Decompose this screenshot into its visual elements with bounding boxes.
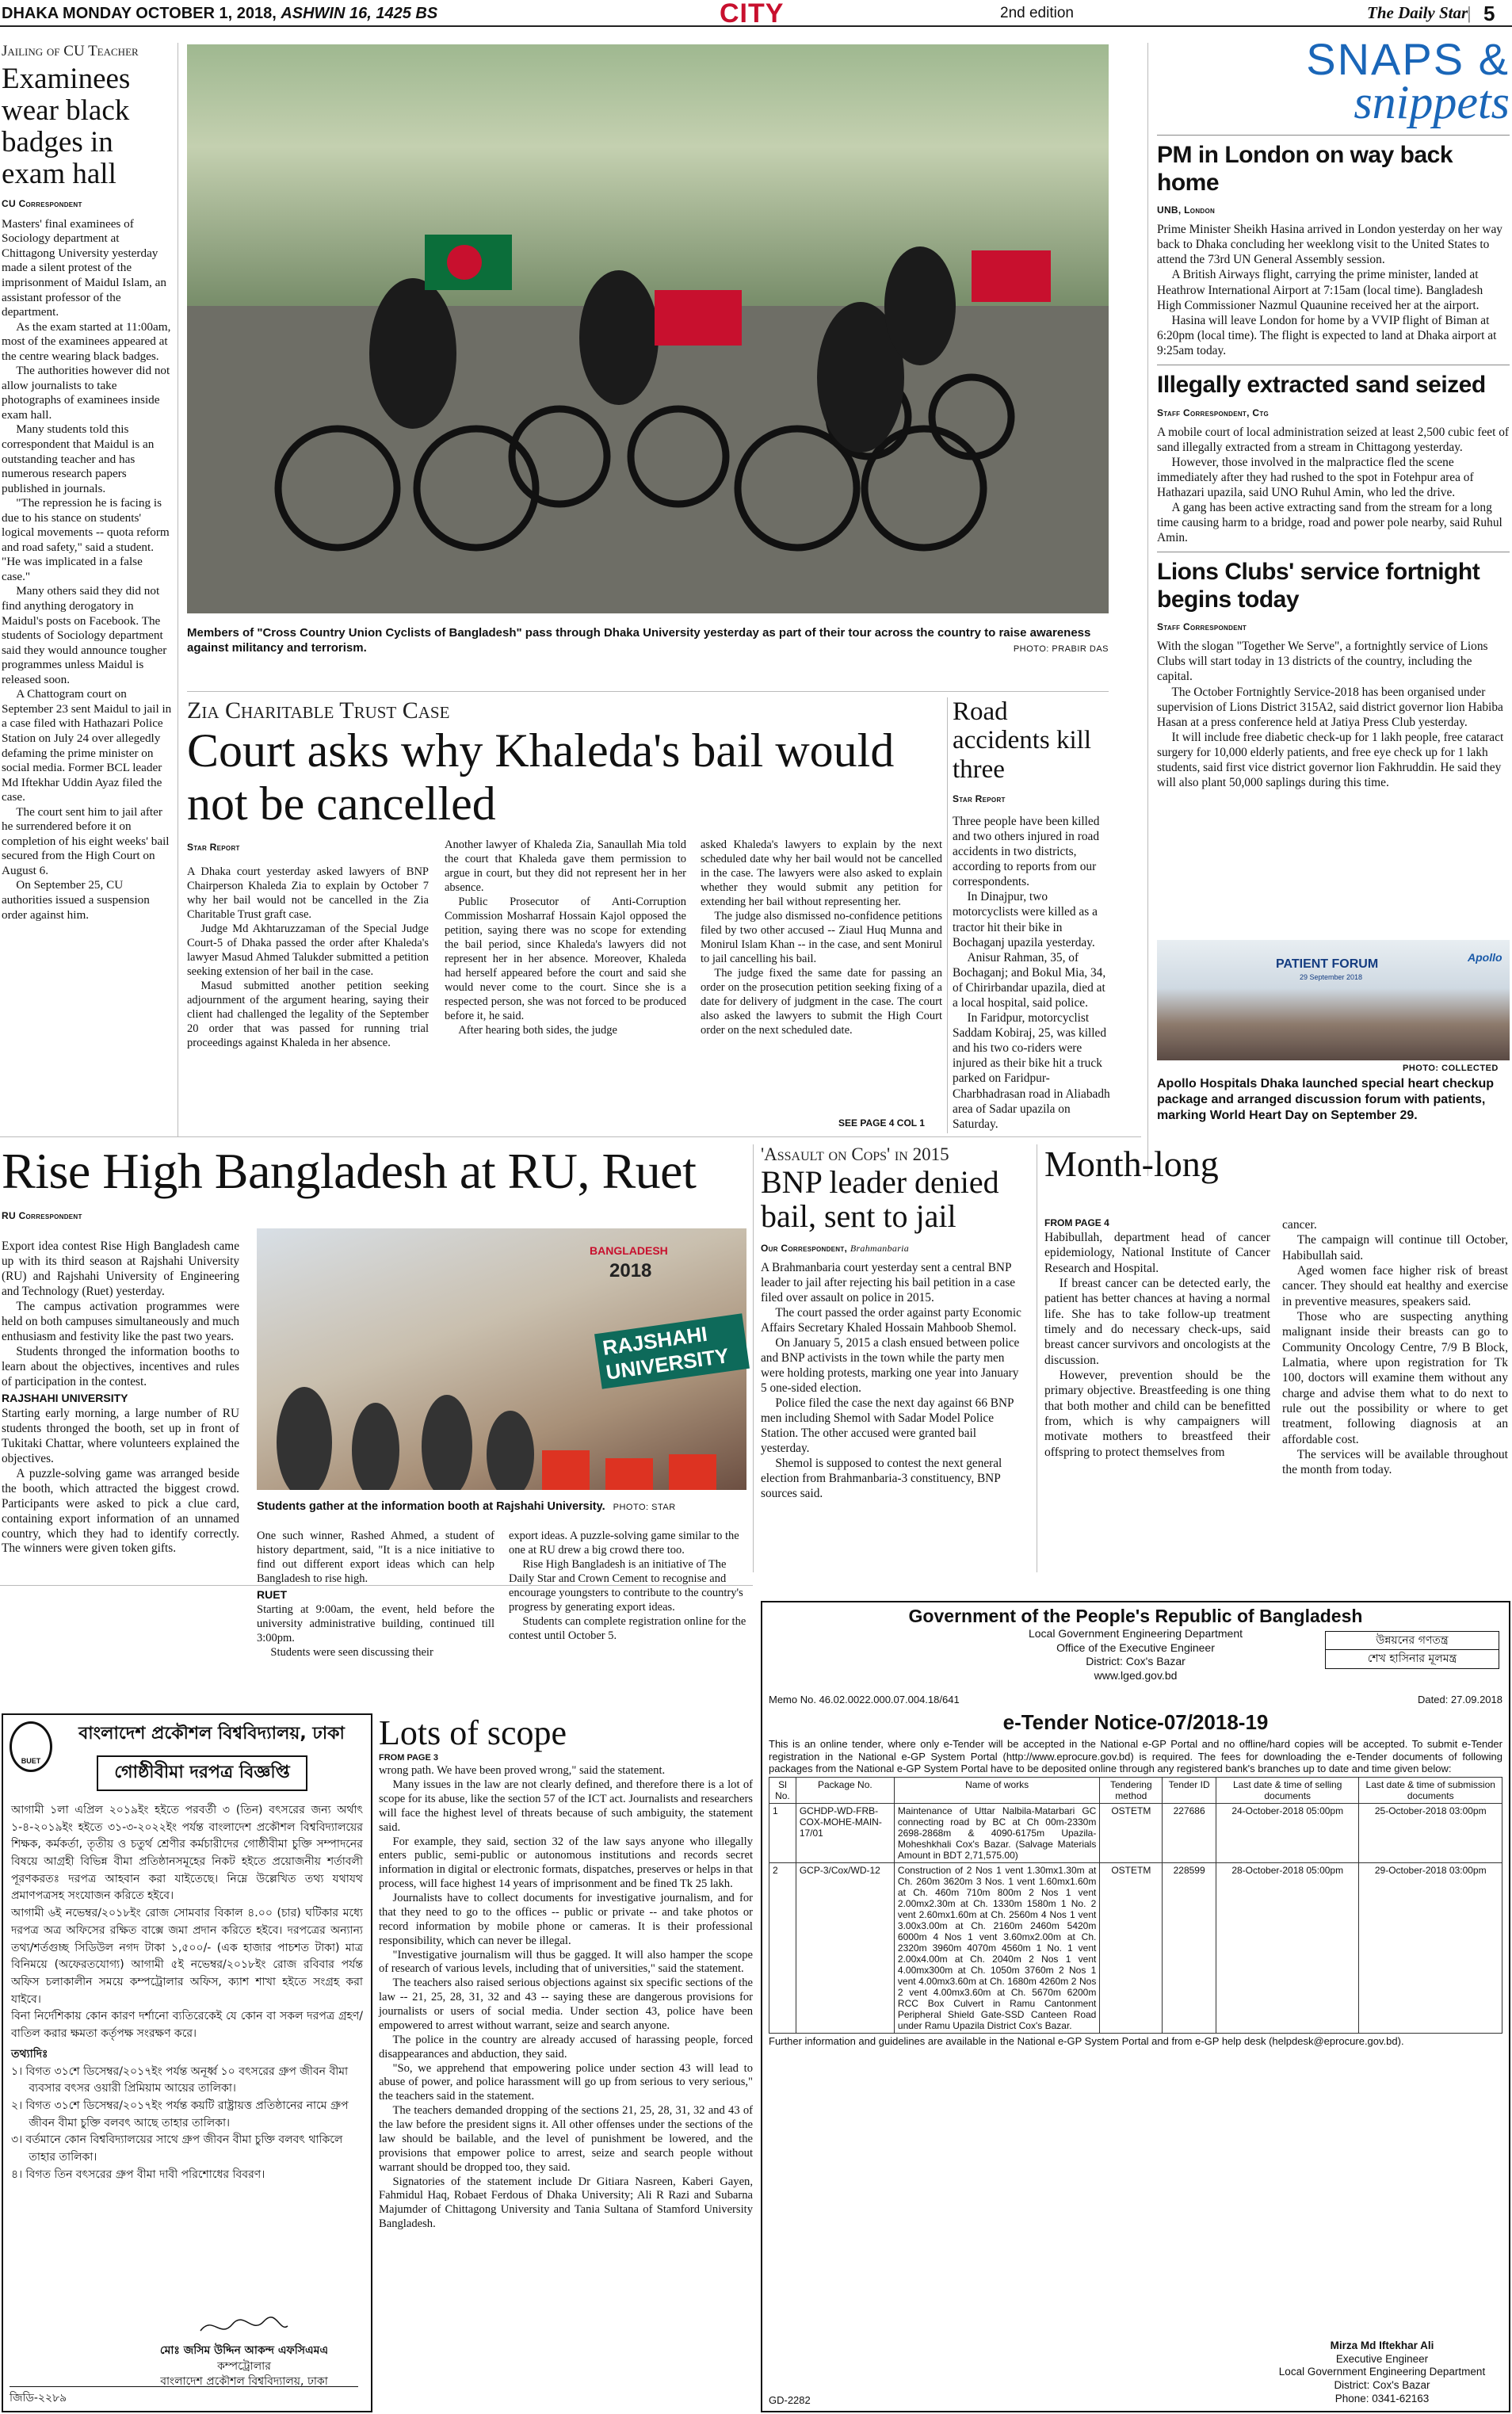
apollo-credit: PHOTO: COLLECTED [1403, 1064, 1499, 1073]
bnp-kicker: 'Assault on Cops' in 2015 [761, 1144, 949, 1164]
table-cell: 2 [769, 1862, 796, 2033]
tender-signature: Mirza Md Iftekhar Ali Executive Engineer Local Government Engineering Department District: Cox's Bazar Phone: 0341-62163 [1278, 2339, 1486, 2405]
table-cell: 29-October-2018 03:00pm [1359, 1862, 1502, 2033]
tender-dept: Local Government Engineering Department [1028, 1627, 1243, 1640]
rajshahi-credit: PHOTO: STAR [613, 1503, 676, 1512]
paragraph: The judge also dismissed no-confidence petitions filed by two other accused -- Ziaul Huq Munna and Monirul Islam Khan -- in the case, and sent Monirul to jail cancelling his bail. [701, 909, 942, 965]
bnp-article [761, 1144, 1026, 1502]
paragraph: Many others said they did not find anything derogatory in Maidul's posts on Facebook. The students of Sociology department said they would announce tougher programmes unless Maidul is released soon. [2, 584, 167, 686]
paragraph: Rise High Bangladesh is an initiative of The Daily Star and Crown Cement to recognise and encourage youngsters to contribute to the country's progress by generating export ideas. [509, 1557, 743, 1614]
paragraph: With the slogan "Together We Serve", a fortnightly service of Lions Clubs will start today in 13 districts of the country, including the capital. [1157, 640, 1488, 684]
apollo-photo [1157, 940, 1510, 1060]
masthead-date: DHAKA MONDAY OCTOBER 1, 2018, [2, 5, 277, 22]
table-cell: 228599 [1163, 1862, 1216, 2033]
table-cell: 227686 [1163, 1803, 1216, 1862]
buet-notice [2, 1713, 372, 2412]
monthlong-article [1044, 1144, 1512, 1477]
paragraph: A mobile court of local administration seized at least 2,500 cubic feet of sand illegally extracted from a stream in Chittagong yesterday. [1157, 425, 1510, 454]
paragraph: Students can complete registration online for the contest until October 5. [509, 1614, 746, 1642]
edition-label: 2nd edition [1000, 5, 1074, 21]
tender-footer: Further information and guidelines are available in the National e-GP System Portal and from e-GP help desk (helpdesk@eprocure.gov.bd). [769, 2034, 1404, 2047]
paragraph: The court passed the order against party Economic Affairs Secretary Khaled Hossain Mahboob Shemol. [761, 1306, 1021, 1335]
table-cell: Maintenance of Uttar Nalbila-Matarbari GC connecting road by BC at Ch 00m-2330m 2698-2868m & 4090-6175m Upazila-Moheshkhali Cox's Bazar. (Salvage Materials Amount in BDT 2,71,575.00) [894, 1803, 1099, 1862]
buet-body [11, 1802, 363, 2043]
paragraph: Police filed the case the next day against 66 BNP men including Shemol with Sadar Model Police Station. The other accused were granted bail yesterday. [761, 1396, 1014, 1455]
paragraph: "Investigative journalism will thus be gagged. It will also hamper the scope of research of various levels, including that of universities," said the statement. [379, 1948, 753, 1976]
buet-signature: মোঃ জসিম উদ্দিন আকন্দ এফসিএমএ কম্পট্রোলার বাংলাদেশ প্রকৌশল বিশ্ববিদ্যালয়, ঢাকা [125, 2315, 363, 2390]
road-body [953, 814, 1111, 1132]
buet-list-title: তথ্যাদিঃ [11, 2047, 48, 2061]
tender-district: District: Cox's Bazar [1086, 1655, 1186, 1667]
paragraph: আগামী ৬ই নভেম্বর/২০১৮ইং রোজ সোমবার বিকাল ৪.০০ (চার) ঘটিকার মধ্যে দরপত্র অত্র অফিসের রক্ষিত বাক্সে জমা প্রদান করিতে হইবে। দরপত্রের অন্যান্য তথ্য/শর্তগুচ্ছ সিডিউল নগদ টাকা ১,৫০০/- (এক হাজার পাচশত টাকা) মাত্র বিনিময়ে (অফেরতযোগ্য) আগামী ৫ই নভেম্বর/২০১৮ইং রোজ রবিবার পর্যন্ত অফিস চলাকালীন সময়ে কম্পট্রোলার অফিস, ক্যাশ শাখা হইতে সংগ্রহ করা যাইবে। [11, 1907, 363, 2006]
khaleda-jump: SEE PAGE 4 COL 1 [838, 1117, 925, 1129]
paragraph: export ideas. A puzzle-solving game similar to the one at RU drew a big crowd there too. [509, 1530, 739, 1556]
table-header: Tender ID [1163, 1777, 1216, 1803]
tender-notice [761, 1601, 1510, 2412]
tender-gov: Government of the People's Republic of Bangladesh [908, 1606, 1363, 1626]
monthlong-col2 [1282, 1217, 1508, 1478]
table-cell: OSTETM [1100, 1862, 1163, 2033]
paragraph: A gang has been active extracting sand from the stream for a long time causing harm to a bridge, road and power pole nearby, said Ruhul Amin. [1157, 501, 1502, 545]
paragraph: Public Prosecutor of Anti-Corruption Commission Mosharraf Hossain Kajol opposed the petition, saying there was no scope for extending the bail period, since Khaleda's lawyers did not represent her in her absence. Moreover, Khaleda had herself appeared before the court and said she would never come to the court. Since she is a respected person, she was not forced to be produced before it, he said. [445, 895, 686, 1022]
masthead-date-bn: ASHWIN 16, 1425 BS [281, 5, 438, 22]
jailing-headline: Examinees wear black badges in exam hall [2, 63, 131, 190]
bnp-byline: Our Correspondent, Brahmanbaria [761, 1243, 910, 1255]
pm-body [1157, 222, 1510, 358]
paragraph: The campus activation programmes were held on both campuses simultaneously and much enthusiasm and festivity like the past two years. [2, 1299, 239, 1343]
scope-body [379, 1764, 753, 2232]
paragraph: Many students told this correspondent that Maidul is an outstanding teacher and has numerous research papers published in journals. [2, 422, 155, 495]
paragraph: asked Khaleda's lawyers to explain by the next scheduled date why her bail would not be cancelled in the case. The lawyers were also asked to explain whether they would submit any petition for extending her bail without representing her. [701, 838, 942, 908]
khaleda-headline: Court asks why Khaleda's bail would not be cancelled [187, 724, 895, 831]
snaps-title: SNAPS & snippets [1306, 34, 1510, 129]
paragraph: "The repression he is facing is due to his stance on students' logical movements -- quota reform and road safety," said a student. "He was implicated in a false case." [2, 496, 170, 583]
paragraph: Those who are suspecting anything malignant inside their breasts can go to Community Oncology Centre, 7/9 B Block, Lalmatia, where upon registration for Tk 100, doctors will examine them without any charge and advise them what to do next to rule out the possibility or where to get treatment, following diagnosis at an affordable cost. [1282, 1309, 1508, 1446]
paragraph: The teachers demanded dropping of the sections 21, 25, 28, 31, 32 and 43 of the law before the president signs it. All other offenses under the sections of the law should be bailable, and the level of punishment be lowered, and the provisions that empower police to arrest, seize and search people without warrant should be dropped too, they said. [379, 2104, 753, 2174]
paragraph: A British Airways flight, carrying the prime minister, landed at Heathrow International Airport at 7:15am (local time). Bangladesh High Commissioner Nazmul Quaunine received her at the airport. [1157, 268, 1483, 312]
paragraph: wrong path. We have been proved wrong," said the statement. [379, 1764, 666, 1778]
risehigh-sub2: RUET [257, 1587, 288, 1601]
rajshahi-caption: Students gather at the information booth at Rajshahi University. PHOTO: STAR [257, 1500, 676, 1513]
paragraph: On September 25, CU authorities issued a suspension order against him. [2, 878, 150, 922]
paragraph: For example, they said, section 32 of the law says anyone who illegally enters public, semi-public or autonomous institutions and records secret information in digital or electronic formats, dispatches, preserves or helps in that process, will face highest 14 years of imprisonment and be fined Tk 25 lakh. [379, 1835, 753, 1891]
buet-list [11, 2064, 363, 2184]
table-cell: 25-October-2018 03:00pm [1359, 1803, 1502, 1862]
khaleda-kicker: Zia Charitable Trust Case [187, 697, 450, 724]
banner-year: 2018 [609, 1260, 652, 1281]
jailing-kicker: Jailing of CU Teacher [2, 43, 139, 59]
list-item: ৩। বর্তমানে কোন বিশ্ববিদ্যালয়ের সাথে গ্রুপ জীবন বীমা চুক্তি বলবৎ থাকিলে তাহার তালিকা। [11, 2133, 343, 2164]
sand-body [1157, 425, 1510, 546]
tender-title: e-Tender Notice-07/2018-19 [1002, 1710, 1269, 1734]
risehigh-col2 [257, 1530, 494, 1660]
table-cell: Construction of 2 Nos 1 vent 1.30mx1.30m at Ch. 260m 3620m 3 Nos. 1 vent 1.60mx1.60m at Ch. 460m 710m 800m 2 Nos 1 vent 2.00mx2.30m at Ch. 1330m 1580m 1 No. 2 vent 2.60mx1.60m at Ch. 2560m 4 Nos 1 vent 3.00x3.00m at Ch. 2160m 2460m 5420m 6000m 4 Nos 1 vent 3.60mx2.00m at Ch. 2320m 3960m 4070m 4560m 1 No. 1 vent 2.00x4.00m at Ch. 2040m 2 Nos 1 vent 4.00mx300m at Ch. 1050m 3760m 2 Nos 1 vent 4.00mx3.60m at Ch. 1680m 4260m 2 Nos 2 vent 4.00mx3.60m at Ch. 5670m 6200m RCC Box Culvert in Ramu Cantonment Peripheral Shield Gate-SSD Canteen Road under Ramu Upazila District Cox's Bazar. [894, 1862, 1099, 2033]
table-cell: 24-October-2018 05:00pm [1216, 1803, 1358, 1862]
signature-scribble [197, 2315, 292, 2339]
paragraph: Masters' final examinees of Sociology department at Chittagong University yesterday made a silent protest of the imprisonment of Maidul Islam, an assistant professor of the department. [2, 216, 166, 319]
road-headline: Road accidents kill three [953, 697, 1092, 784]
paragraph: Aged women face higher risk of breast cancer. They should eat healthy and exercise in preventive measures, speakers said. [1282, 1263, 1508, 1308]
snaps-section [1157, 34, 1510, 790]
sand-byline: Staff Correspondent, Ctg [1157, 407, 1270, 418]
jailing-body [2, 217, 173, 922]
paragraph: A Brahmanbaria court yesterday sent a central BNP leader to jail after rejecting his bail petition in a case filed over assault on police in 2015. [761, 1261, 1016, 1305]
cyclists-photo [187, 44, 1109, 613]
scope-from: FROM PAGE 3 [379, 1753, 438, 1763]
scope-article [379, 1715, 753, 2232]
lions-byline: Staff Correspondent [1157, 621, 1247, 633]
rajshahi-banner: RAJSHAHI UNIVERSITY [594, 1313, 750, 1388]
paragraph: One such winner, Rashed Ahmed, a student of history department, said, "It is a nice initiative to find out different export ideas which can help Bangladesh to rise high. [257, 1530, 494, 1585]
paragraph: A puzzle-solving game was arranged beside the booth, which attracted the biggest crowd. Participants were asked to pick a clue card, containing export information of an unnamed country, which they had to identify correctly. The winners were given token gifts. [2, 1466, 239, 1556]
jailing-article [2, 43, 173, 922]
buet-code: জিডি-২২৮৯ [10, 2386, 358, 2408]
risehigh-headline: Rise High Bangladesh at RU, Ruet [2, 1143, 697, 1199]
monthlong-col1 [1044, 1230, 1270, 1460]
table-header: Tendering method [1100, 1777, 1163, 1803]
bnp-headline: BNP leader denied bail, sent to jail [761, 1164, 999, 1235]
paragraph: বিনা নির্দেশিকায় কোন কারণ দর্শানো ব্যতিরেকেই যে কোন বা সকল দরপত্র গ্রহণ/বাতিল করার ক্ষমতা কর্তৃপক্ষ সংরক্ষণ করে। [11, 2010, 363, 2040]
list-item: ১। বিগত ৩১শে ডিসেম্বর/২০১৭ইং পর্যন্ত অনূর্ধ্ব ১০ বৎসরের গ্রুপ জীবন বীমা ব্যবসার বৎসর ওয়ারী প্রিমিয়াম আয়ের তালিকা। [11, 2065, 349, 2095]
risehigh-col3 [509, 1530, 746, 1644]
paragraph: The police in the country are already accused of harassing people, forced disappearances and abduction, they said. [379, 2033, 753, 2061]
table-cell: GCHDP-WD-FRB-COX-MOHE-MAIN-17/01 [796, 1803, 894, 1862]
lions-body [1157, 639, 1510, 790]
buet-logo: BUET [10, 1721, 52, 1772]
table-cell: 28-October-2018 05:00pm [1216, 1862, 1358, 2033]
tender-web: www.lged.gov.bd [1094, 1668, 1178, 1682]
tender-office: Office of the Executive Engineer [1056, 1641, 1215, 1654]
paragraph: A Dhaka court yesterday asked lawyers of BNP Chairperson Khaleda Zia to explain by October 7 why her bail would not be cancelled in the Zia Charitable Trust graft case. [187, 865, 429, 921]
table-header: Sl No. [769, 1777, 796, 1803]
table-header: Package No. [796, 1777, 894, 1803]
risehigh-byline: RU Correspondent [2, 1210, 82, 1222]
paragraph: It will include free diabetic check-up for 1 lakh people, free cataract surgery for 10,000 elderly patients, and free eye check up for 1 lakh students, said first vice district governor lion Fakhruddin. He said they will also plant 50,000 saplings during this time. [1157, 730, 1504, 790]
khaleda-col3 [701, 838, 942, 1038]
risehigh-col1 [2, 1239, 239, 1556]
paragraph: In Faridpur, motorcyclist Saddam Kobiraj, 25, was killed and his two co-riders were injured as their bike hit a truck parked on Faridpur-Charbhadrasan road in Aliabadh area of Sadar upazila on Saturday. [953, 1011, 1110, 1131]
paragraph: In Dinajpur, two motorcyclists were killed as a tractor hit their bike in Bochaganj upazila yesterday. [953, 890, 1098, 949]
paragraph: Students were seen discussing their [270, 1646, 433, 1660]
road-byline: Star Report [953, 793, 1006, 804]
section-title: CITY [720, 0, 785, 29]
paragraph: Anisur Rahman, 35, of Bochaganj; and Bokul Mia, 34, of Chirirbandar upazila, died at a local hospital, said police. [953, 950, 1106, 1010]
paragraph: Judge Md Akhtaruzzaman of the Special Judge Court-5 of Dhaka passed the order after Khaleda's lawyer Masud Ahmed Talukder submitted a petition seeking extension of her bail in the case. [187, 922, 429, 978]
tender-table [769, 1777, 1502, 2034]
paragraph: Masud submitted another petition seeking adjournment of the argument hearing, saying their client had challenged the legality of the September 20 order that was passed for running trial proceedings against Khaleda in her absence. [187, 979, 429, 1049]
bnp-body [761, 1261, 1026, 1501]
paragraph: Starting early morning, a large number of RU students thronged the booth, set up in front of Tukitaki Chattar, where volunteers explained the objectives. [2, 1406, 239, 1465]
table-cell: 1 [769, 1803, 796, 1862]
khaleda-col1 [187, 865, 429, 1051]
paragraph: cancer. [1282, 1218, 1317, 1232]
paragraph: The October Fortnightly Service-2018 has been organised under supervision of Lions District 315A2, said district governor lion Habiba Hasan at a press conference held at Jatiya Press Club yesterday. [1157, 685, 1503, 729]
table-row [769, 1862, 1502, 2033]
tender-stamp: উন্নয়নের গণতন্ত্র শেখ হাসিনার মূলমন্ত্র [1325, 1631, 1499, 1669]
apollo-banner: PATIENT FORUM [1276, 957, 1379, 971]
pm-headline: PM in London on way back home [1157, 142, 1453, 196]
monthlong-headline: Month-long [1044, 1144, 1219, 1184]
risehigh-sub1: RAJSHAHI UNIVERSITY [2, 1391, 128, 1404]
apollo-caption: Apollo Hospitals Dhaka launched special heart checkup package and arranged discussion forum with patients, marking World Heart Day on September 29. [1157, 1077, 1495, 1122]
cyclists-caption: Members of "Cross Country Union Cyclists of Bangladesh" pass through Dhaka University yesterday as part of their tour across the country to raise awareness against militancy and terrorism. PHOTO: PRABIR DAS [187, 626, 1109, 655]
paragraph: However, prevention should be the primary objective. Breastfeeding is one thing that both mother and child can be benefitted from, which is why campaigners will motivate mothers to breastfeed their offspring to protect themselves from [1044, 1368, 1270, 1459]
masthead: DHAKA MONDAY OCTOBER 1, 2018, ASHWIN 16, 1425 BS CITY 2nd edition The Daily Star | 5 [0, 0, 1512, 27]
crowd-illustration [257, 1387, 746, 1490]
risehigh-article [2, 1143, 746, 1660]
paragraph: Many issues in the law are not clearly defined, and therefore there is a lot of scope for its abuse, like the section 57 of the ICT act. Journalists and researchers will face the highest level of threats because of such ambiguity, the statement said. [379, 1778, 753, 1834]
buet-university: বাংলাদেশ প্রকৌশল বিশ্ববিদ্যালয়, ঢাকা [78, 1724, 345, 1744]
list-item: ৪। বিগত তিন বৎসরের গ্রুপ বীমা দাবী পরিশোধের বিবরণ। [11, 2168, 265, 2181]
apollo-logo: Apollo [1468, 951, 1502, 964]
paragraph: A Chattogram court on September 23 sent Maidul to jail in a case filed with Hathazari Police Station on July 24 over allegedly defaming the prime minister on social media. Former BCL leader Md Iftekhar Uddin Ayaz filed the case. [2, 687, 172, 804]
paragraph: After hearing both sides, the judge [458, 1023, 617, 1037]
cyclists-illustration [187, 44, 1109, 613]
banner-bangladesh: BANGLADESH [590, 1244, 668, 1257]
pm-byline: UNB, London [1157, 204, 1216, 216]
khaleda-col2 [445, 838, 686, 1038]
paragraph: Export idea contest Rise High Bangladesh came up with its third season at Rajshahi University (RU) and Rajshahi University of Engineering and Technology (Ruet) yesterday. [2, 1239, 239, 1298]
page-number: 5 [1483, 2, 1495, 25]
cyclists-credit: PHOTO: PRABIR DAS [1013, 644, 1109, 654]
table-header: Name of works [894, 1777, 1099, 1803]
tender-dated: Dated: 27.09.2018 [1418, 1694, 1502, 1705]
khaleda-byline: Star Report [187, 842, 240, 854]
paragraph: Three people have been killed and two others injured in road accidents in two districts, according to reports from our correspondents. [953, 814, 1100, 889]
sand-headline: Illegally extracted sand seized [1157, 372, 1486, 399]
khaleda-article [187, 697, 944, 1129]
paragraph: Habibullah, department head of cancer epidemiology, National Institute of Cancer Research and Hospital. [1044, 1231, 1270, 1275]
paragraph: If breast cancer can be detected early, the patient has better chances at having a normal life. She has to take follow-up treatment timely and do necessary check-ups, said breast cancer survivors and oncologists at the discussion. [1044, 1276, 1270, 1367]
tender-intro: This is an online tender, where only e-Tender will be accepted in the National e-GP Portal and no offline/hard copies will be accepted. To submit e-Tender registration in the National e-GP System Portal (http://www.eprocure.gov.bd) is required. The fees for downloading the e-Tender documents of following packages from the National e-GP System Portal have to be deposited online through any registered bank's branches up to date and time given below: [769, 1738, 1502, 1775]
paragraph: On January 5, 2015 a clash ensued between police and BNP activists in the town while the party men were holding protests, marking one year into January 5 one-sided election. [761, 1336, 1020, 1395]
table-cell: GCP-3/Cox/WD-12 [796, 1862, 894, 2033]
paragraph: Students thronged the information booths to learn about the objectives, incentives and rules of participation in the contest. [2, 1344, 239, 1388]
paragraph: Signatories of the statement include Dr Gitiara Nasreen, Kaberi Gayen, Fahmidul Haq, Robaet Ferdous of Dhaka University; Ali R Razi and Subarna Majumder of Chittagong University and Tania Sultana of Stamford University Bangladesh. [379, 2175, 753, 2231]
paragraph: Another lawyer of Khaleda Zia, Sanaullah Mia told the court that Khaleda gave them permission to argue in court, but they did not represent her in her absence. [445, 838, 686, 894]
apollo-banner-date: 29 September 2018 [1300, 973, 1363, 981]
rajshahi-photo [257, 1228, 746, 1490]
paragraph: The teachers also raised serious objections against six specific sections of the law -- 21, 25, 28, 31, 32 and 43 -- saying these are dangerous provisions for journalists or users of social media. Under section 43, police have been empowered to arrest without warrant, seize and search anyone. [379, 1977, 753, 2032]
paragraph: আগামী ১লা এপ্রিল ২০১৯ইং হইতে পরবর্তী ৩ (তিন) বৎসরের জন্য অর্থাৎ ১-৪-২০১৯ইং হইতে ৩১-৩-২০২২ইং পর্যন্ত বাংলাদেশ প্রকৌশল বিশ্ববিদ্যালয়ের শিক্ষক, কর্মকর্তা, তৃতীয় ও চতুর্থ শ্রেণীর কর্মচারীদের গোষ্ঠীবীমা চুক্তি সম্পাদনের বিষয়ে আগ্রহী বিভিন্ন বীমা প্রতিষ্ঠানসমূহের নিকট হইতে প্রয়োজনীয় শর্তাবলী পূরণকরতঃ দরপত্র আহবান করা যাইতেছে। নিম্নে উল্লেখিত তথ্য যথাযথ প্রমাণপত্রসহ সংযোজন করিতে হইবে। [11, 1804, 363, 1903]
table-header: Last date & time of submission documents [1359, 1777, 1502, 1803]
paragraph: The judge fixed the same date for passing an order on the prosecution petition seeking fixing of a date for delivery of judgment in the case. The court also asked the lawyers to submit the High Court order on the next scheduled date. [701, 966, 942, 1037]
paragraph: Prime Minister Sheikh Hasina arrived in London yesterday on her way back to Dhaka concluding her weeklong visit to the United States to attend the 73rd UN General Assembly session. [1157, 223, 1502, 267]
paper-name: The Daily Star [1367, 3, 1468, 22]
scope-headline: Lots of scope [379, 1713, 567, 1752]
road-accidents-article [953, 697, 1111, 1132]
table-cell: OSTETM [1100, 1803, 1163, 1862]
jailing-byline: CU Correspondent [2, 197, 82, 209]
paragraph: The court sent him to jail after he surrendered before it on completion of his eight weeks' bail secured from the High Court on August 6. [2, 804, 170, 877]
table-header: Last date & time of selling documents [1216, 1777, 1358, 1803]
buet-title: গোষ্ঠীবীমা দরপত্র বিজ্ঞপ্তি [97, 1755, 307, 1791]
paragraph: The campaign will continue till October, Habibullah said. [1282, 1233, 1508, 1262]
tender-memo: Memo No. 46.02.0022.000.07.004.18/641 [769, 1694, 960, 1705]
paragraph: "So, we apprehend that empowering police under section 43 will lead to abuse of power, and police harassment will go up from serious to very serious," the teachers said in the statement. [379, 2061, 753, 2103]
paragraph: Shemol is supposed to contest the next general election from Brahmanbaria-3 constituency, BNP sources said. [761, 1456, 1002, 1500]
lions-headline: Lions Clubs' service fortnight begins today [1157, 559, 1480, 613]
table-row [769, 1803, 1502, 1862]
monthlong-from: FROM PAGE 4 [1044, 1217, 1109, 1228]
paragraph: The services will be available throughout the month from today. [1282, 1447, 1508, 1477]
paragraph: The authorities however did not allow journalists to take photographs of examinees inside exam hall. [2, 364, 170, 422]
paragraph: Journalists have to collect documents for investigative journalism, and for that they need to go to the offices -- public or private -- and take photos or record information by mobile phone or cameras. It is their professional responsibility, which can never be illegal. [379, 1892, 753, 1947]
paragraph: However, those involved in the malpractice fled the scene immediately after they had rushed to the spot in Fotehpur area of Hathazari upazila, said UNO Ruhul Amin, who led the drive. [1157, 455, 1474, 499]
paragraph: Hasina will leave London for home by a VVIP flight of Biman at 6:20pm (local time). The flight is expected to land at Dhaka airport at 9:25am today. [1157, 313, 1497, 357]
tender-code: GD-2282 [769, 2394, 811, 2406]
paragraph: As the exam started at 11:00am, most of the examinees appeared at the centre wearing black badges. [2, 319, 171, 363]
paragraph: Starting at 9:00am, the event, held before the university administrative building, continued till 3:00pm. [257, 1603, 494, 1645]
list-item: ২। বিগত ৩১শে ডিসেম্বর/২০১৭ইং পর্যন্ত কয়টি রাষ্ট্রায়ত্ত প্রতিষ্ঠানের নামে গ্রুপ জীবন বীমা চুক্তি বলবৎ আছে তাহার তালিকা। [11, 2099, 349, 2129]
